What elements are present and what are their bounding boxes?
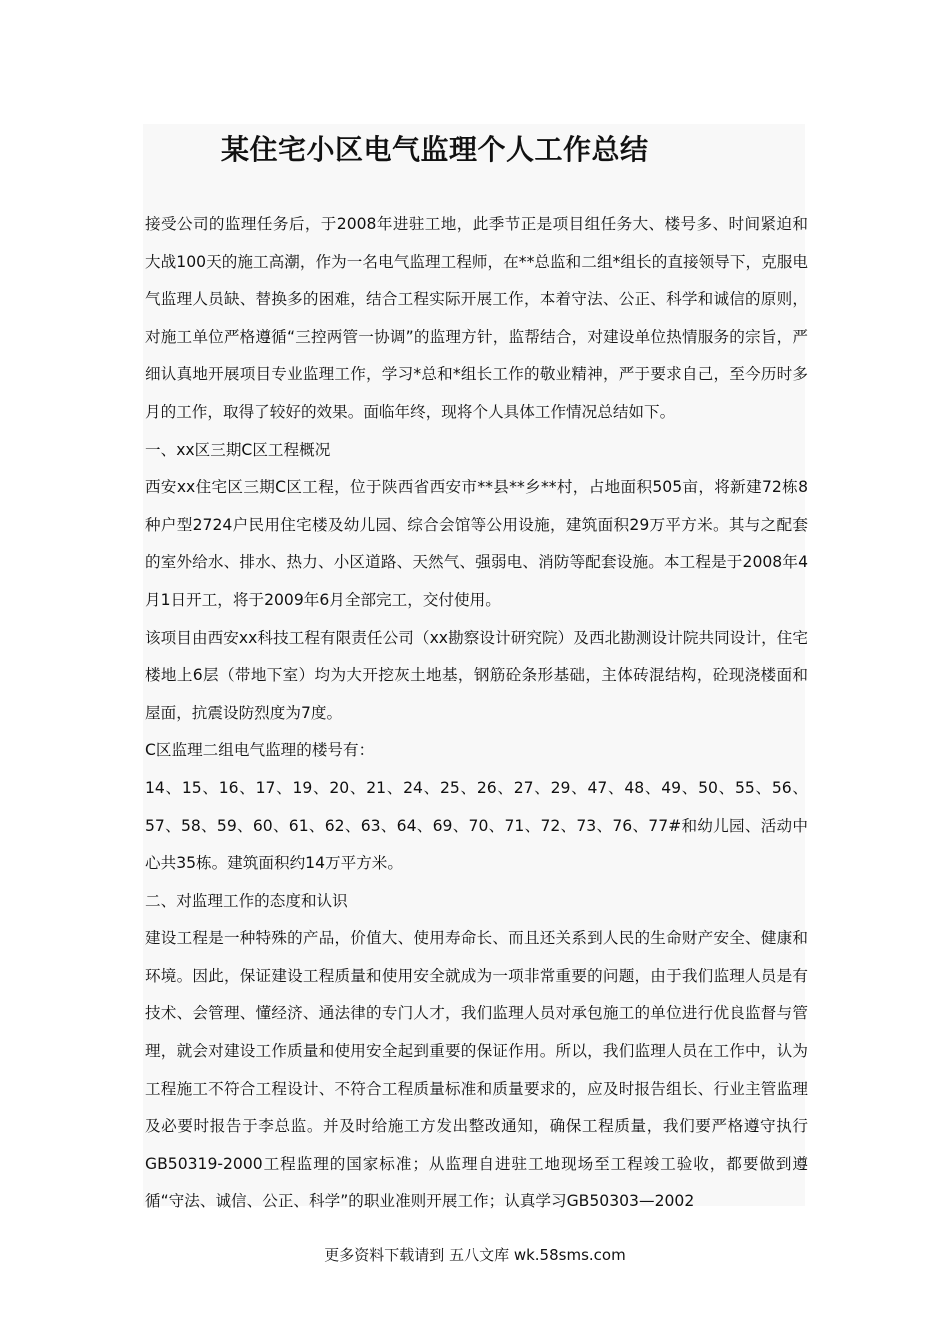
section-heading-attitude: 二、对监理工作的态度和认识 <box>145 891 348 910</box>
footer-download-link[interactable]: 更多资料下载请到 五八文库 wk.58sms.com <box>324 1246 626 1264</box>
paragraph-design: 该项目由西安xx科技工程有限责任公司（xx勘察设计研究院）及西北勘测设计院共同设计，住宅楼地上6层（带地下室）均为大开挖灰土地基，钢筋砼条形基础，主体砖混结构，砼现浇楼面和屋面，抗震设防烈度为7度。 <box>145 628 808 722</box>
paragraph-intro: 接受公司的监理任务后，于2008年进驻工地，此季节正是项目组任务大、楼号多、时间紧迫和大战100天的施工高潮，作为一名电气监理工程师，在**总监和二组*组长的直接领导下，克服电气监理人员缺、替换多的困难，结合工程实际开展工作，本着守法、公正、科学和诚信的原则，对施工单位严格遵循“三控两管一协调”的监理方针，监帮结合，对建设单位热情服务的宗旨，严细认真地开展项目专业监理工作，学习*总和*组长工作的敬业精神，严于要求自己，至今历时多月的工作，取得了较好的效果。面临年终，现将个人具体工作情况总结如下。 <box>145 215 808 421</box>
paragraph-attitude: 建设工程是一种特殊的产品，价值大、使用寿命长、而且还关系到人民的生命财产安全、健康和环境。因此，保证建设工程质量和使用安全就成为一项非常重要的问题，由于我们监理人员是有技术、会管理、懂经济、通法律的专门人才，我们监理人员对承包施工的单位进行优良监督与管理，就会对建设工作质量和使用安全起到重要的保证作用。所以，我们监理人员在工作中，认为工程施工不符合工程设计、不符合工程质量标准和质量要求的，应及时报告组长、行业主管监理及必要时报告于李总监。并及时给施工方发出整改通知，确保工程质量，我们要严格遵守执行GB50319-2000工程监理的国家标准；从监理自进驻工地现场至工程竣工验收，都要做到遵循“守法、诚信、公正、科学”的职业准则开展工作；认真学习GB50303—2002 <box>145 929 808 1211</box>
paragraph-building-list-label: C区监理二组电气监理的楼号有： <box>145 741 375 760</box>
paragraph-project-location: 西安xx住宅区三期C区工程，位于陕西省西安市**县**乡**村，占地面积505亩，将新建72栋8种户型2724户民用住宅楼及幼儿园、综合会馆等公用设施，建筑面积29万平方米。其与之配套的室外给水、排水、热力、小区道路、天然气、强弱电、消防等配套设施。本工程是于2008年4月1日开工，将于2009年6月全部完工，交付使用。 <box>145 478 808 609</box>
section-heading-overview: 一、xx区三期C区工程概况 <box>145 440 331 459</box>
document-title: 某住宅小区电气监理个人工作总结 <box>221 133 649 166</box>
paragraph-building-numbers: 14、15、16、17、19、20、21、24、25、26、27、29、47、48、49、50、55、56、57、58、59、60、61、62、63、64、69、70、71、72、73、76、77#和幼儿园、活动中心共35栋。建筑面积约14万平方米。 <box>145 778 808 873</box>
document-body <box>145 206 808 1221</box>
